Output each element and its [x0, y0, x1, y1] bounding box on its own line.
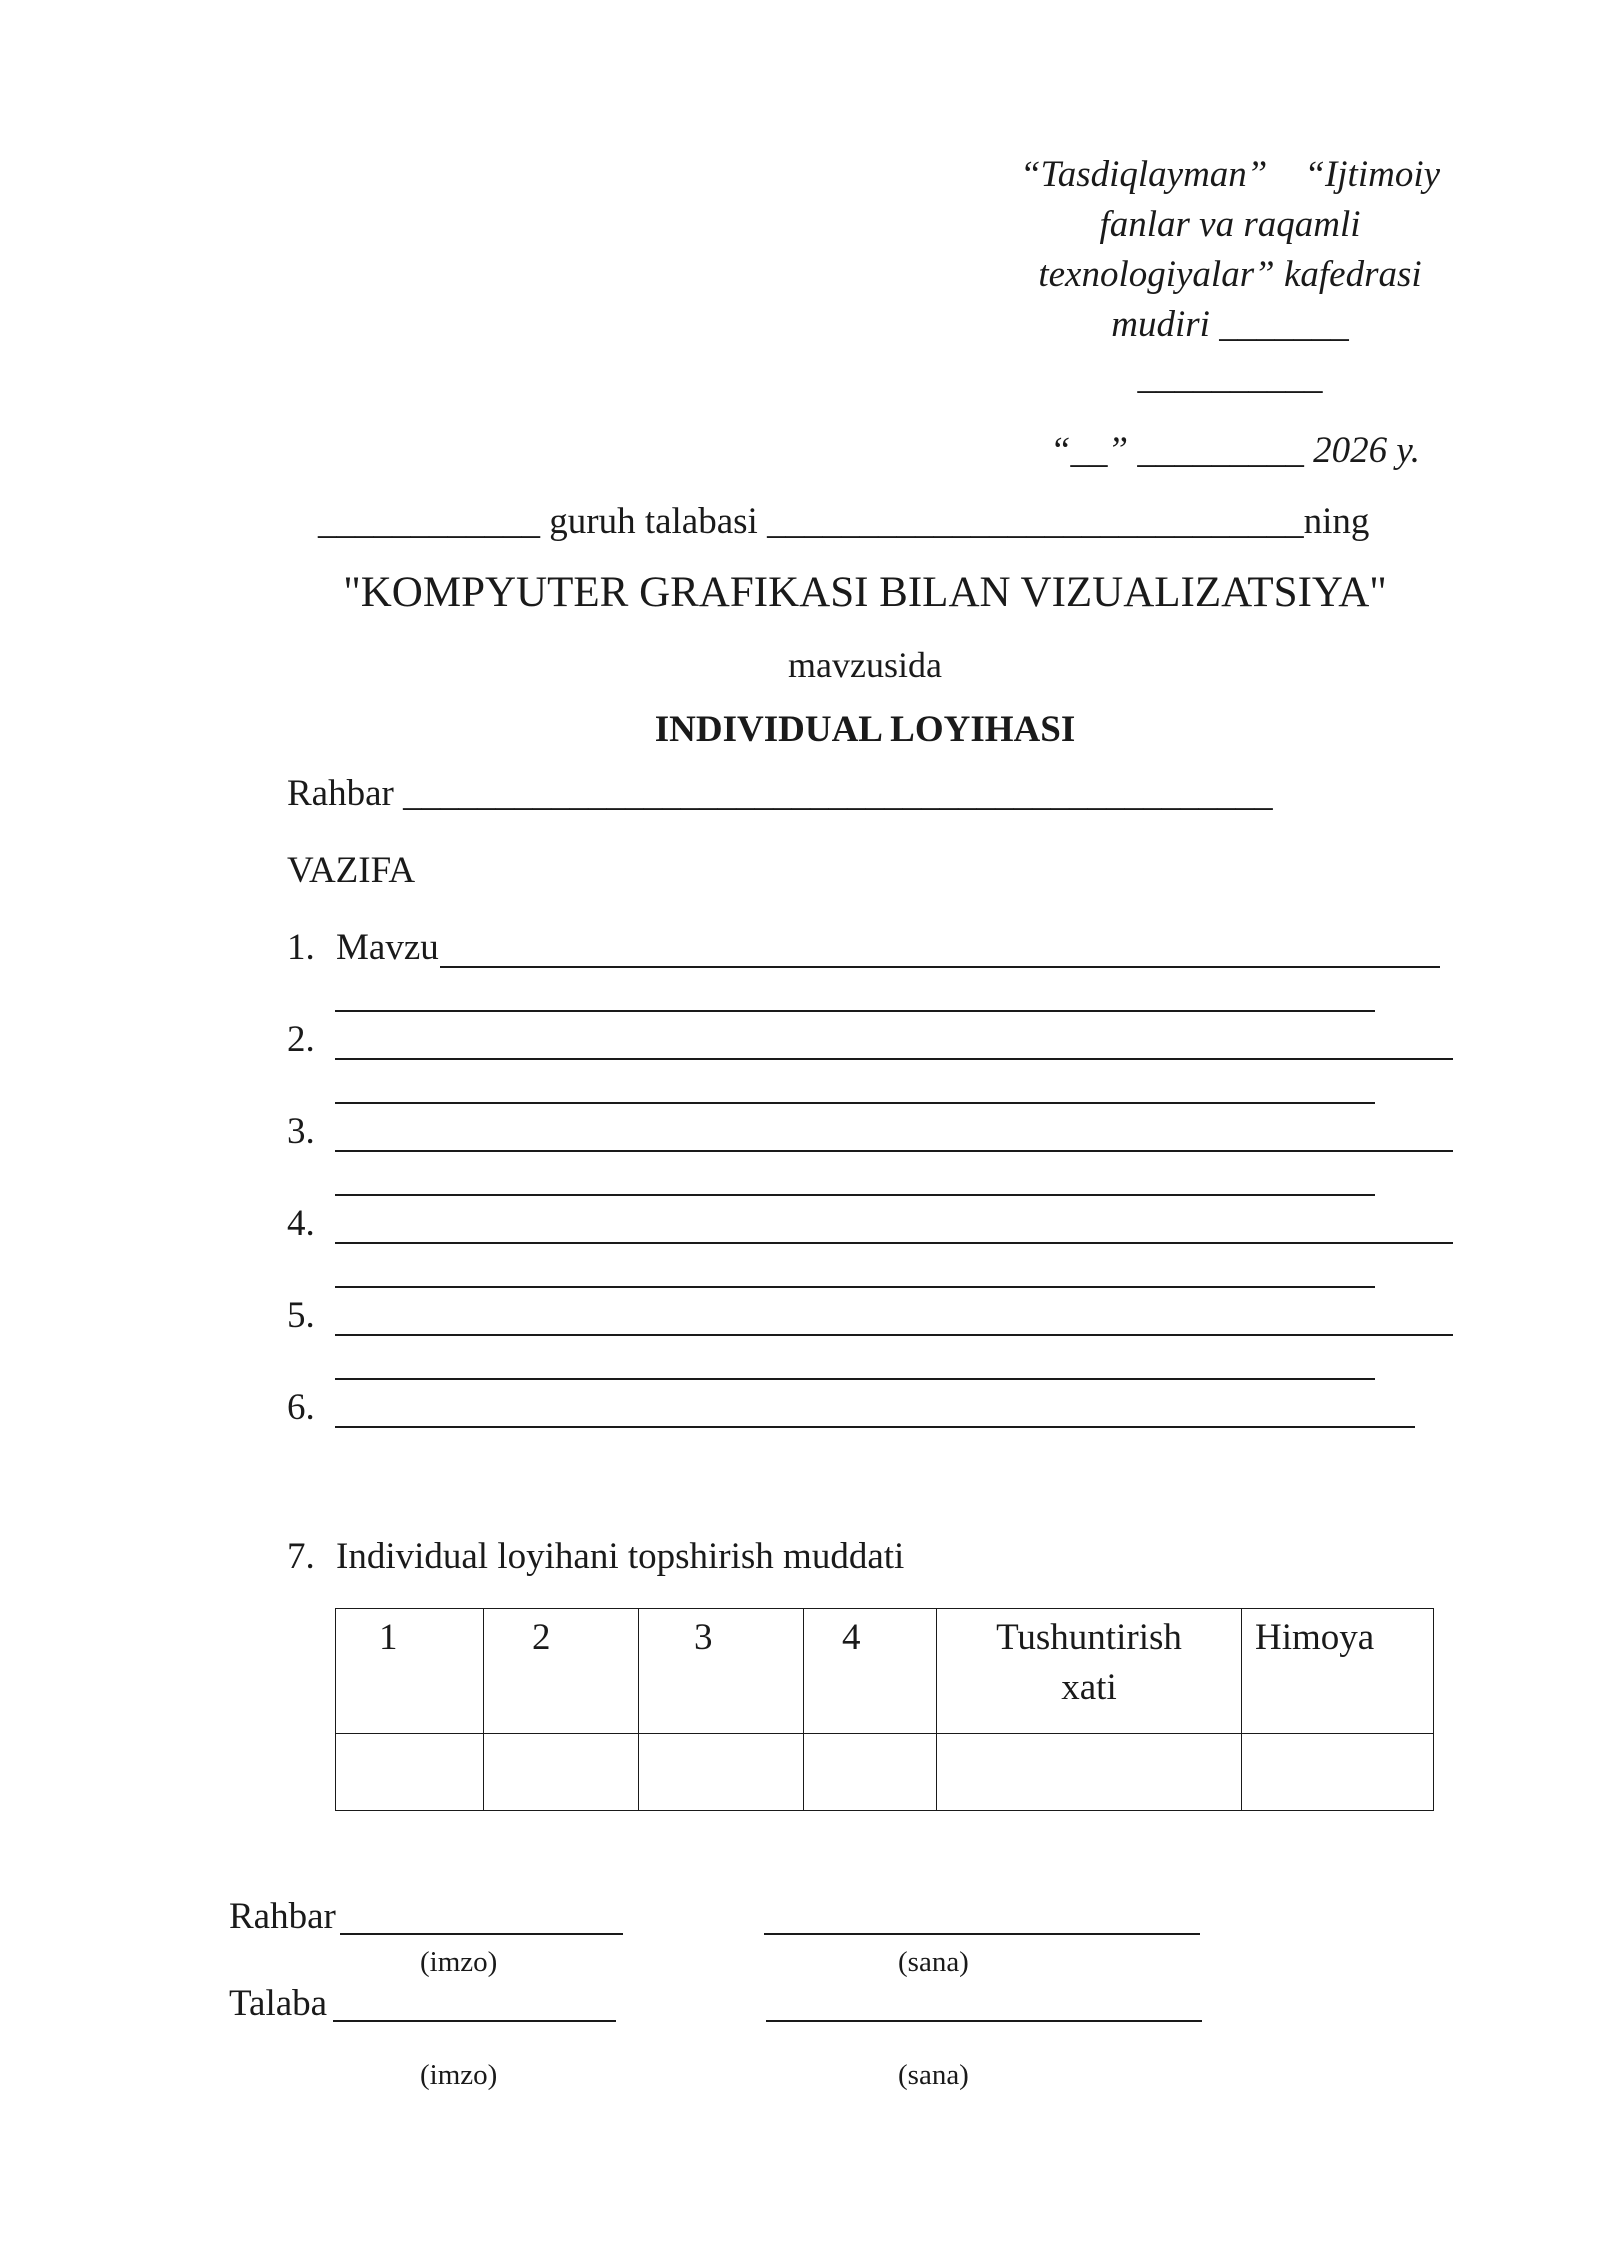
task-number-2: 2. — [287, 1019, 315, 1060]
group-student-line: ____________ guruh talabasi _____________________________ning — [318, 501, 1370, 542]
rahbar-sana-caption: (sana) — [898, 1946, 969, 1978]
approval-line-2: fanlar va raqamli — [1099, 204, 1361, 245]
approval-line-1: “Tasdiqlayman” “Ijtimoiy — [1019, 154, 1441, 195]
schedule-header-cell: 2 — [484, 1609, 639, 1734]
schedule-input-row — [336, 1734, 1434, 1811]
project-title: "KOMPYUTER GRAFIKASI BILAN VIZUALIZATSIYA" — [343, 569, 1387, 616]
task-6-line — [335, 1426, 1415, 1428]
approval-line-3: texnologiyalar” kafedrasi — [1038, 254, 1422, 295]
supervisor-line: Rahbar _______________________________________________ — [287, 773, 1273, 814]
task-4-line-a — [335, 1242, 1453, 1244]
approval-line-5: __________ — [1137, 356, 1323, 397]
task-1-line-a — [440, 966, 1440, 968]
task-1-line-b — [335, 1010, 1375, 1012]
approval-block — [1010, 150, 1450, 476]
schedule-cell[interactable] — [1242, 1734, 1434, 1811]
rahbar-imzo-caption: (imzo) — [420, 1946, 498, 1978]
task-number-6: 6. — [287, 1387, 315, 1428]
task-number-1: 1. — [287, 927, 315, 968]
task-4-line-b — [335, 1286, 1375, 1288]
talaba-date-line — [766, 2020, 1202, 2022]
task-number-7: 7. — [287, 1536, 315, 1577]
task-label-1: Mavzu — [336, 927, 439, 968]
schedule-header-cell: 3 — [639, 1609, 804, 1734]
schedule-header-cell: 1 — [336, 1609, 484, 1734]
task-5-line-a — [335, 1334, 1453, 1336]
talaba-signature-line — [333, 2020, 616, 2022]
deadline-label: Individual loyihani topshirish muddati — [336, 1536, 905, 1577]
task-3-line-b — [335, 1194, 1375, 1196]
approval-line-4: mudiri _______ — [1111, 304, 1349, 345]
signature-talaba-label: Talaba — [229, 1983, 328, 2024]
task-2-line-b — [335, 1102, 1375, 1104]
schedule-cell[interactable] — [937, 1734, 1242, 1811]
task-number-3: 3. — [287, 1111, 315, 1152]
schedule-cell[interactable] — [336, 1734, 484, 1811]
schedule-cell[interactable] — [804, 1734, 937, 1811]
schedule-header-cell: 4 — [804, 1609, 937, 1734]
schedule-header-row — [336, 1609, 1434, 1734]
document-heading: INDIVIDUAL LOYIHASI — [654, 709, 1076, 750]
schedule-header-cell: Himoya — [1242, 1609, 1434, 1734]
vazifa-heading: VAZIFA — [287, 850, 416, 891]
signature-rahbar-label: Rahbar — [229, 1896, 336, 1937]
talaba-imzo-caption: (imzo) — [420, 2059, 498, 2091]
rahbar-signature-line — [340, 1933, 623, 1935]
schedule-header-cell: Tushuntirish xati — [937, 1609, 1242, 1734]
task-5-line-b — [335, 1378, 1375, 1380]
rahbar-date-line — [764, 1933, 1200, 1935]
task-3-line-a — [335, 1150, 1453, 1152]
task-number-5: 5. — [287, 1295, 315, 1336]
project-subtitle: mavzusida — [788, 645, 942, 685]
schedule-table — [335, 1608, 1434, 1811]
task-2-line-a — [335, 1058, 1453, 1060]
talaba-sana-caption: (sana) — [898, 2059, 969, 2091]
schedule-cell[interactable] — [484, 1734, 639, 1811]
approval-date-line: “__” _________ 2026 y. — [1049, 430, 1421, 471]
task-number-4: 4. — [287, 1203, 315, 1244]
schedule-cell[interactable] — [639, 1734, 804, 1811]
